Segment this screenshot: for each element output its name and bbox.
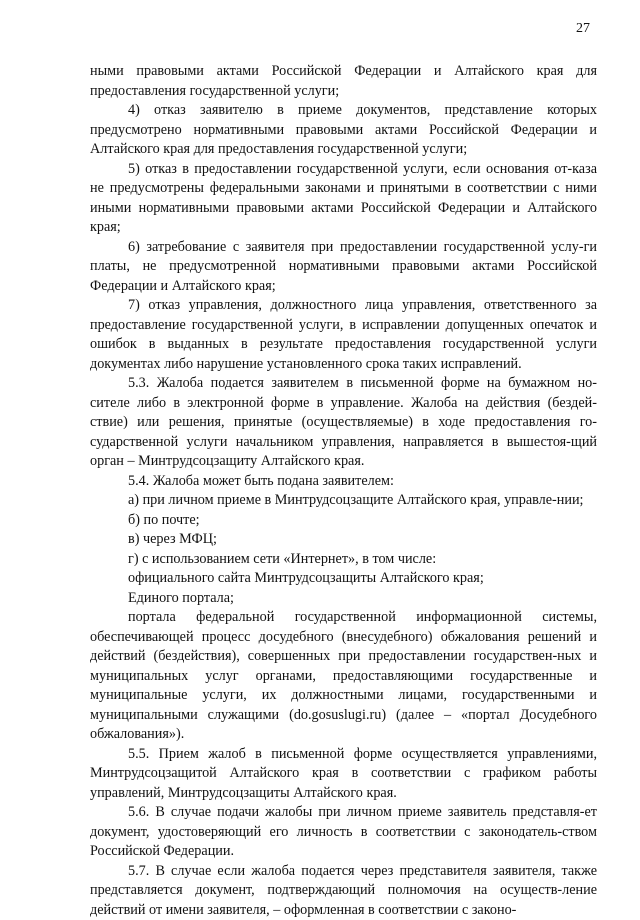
paragraph: а) при личном приеме в Минтрудсоцзащите Алтайского края, управле-нии; xyxy=(90,491,597,511)
paragraph: г) с использованием сети «Интернет», в том числе: xyxy=(90,550,597,570)
document-body xyxy=(90,62,597,920)
paragraph: 6) затребование с заявителя при предоставлении государственной услу-ги платы, не предусмотренной нормативными правовыми актами Российской Федерации и Алтайского края; xyxy=(90,238,597,297)
paragraph: 5.3. Жалоба подается заявителем в письменной форме на бумажном но-сителе либо в электронной форме в управление. Жалоба на действия (бездей-ствие) или решения, принятые (осуществляемые) в ходе предоставления го-сударственной услуги начальником управления, направляется в вышестоя-щий орган – Минтрудсоцзащиту Алтайского края. xyxy=(90,374,597,472)
paragraph: официального сайта Минтрудсоцзащиты Алтайского края; xyxy=(90,569,597,589)
paragraph: Единого портала; xyxy=(90,589,597,609)
paragraph: в) через МФЦ; xyxy=(90,530,597,550)
paragraph: 5.4. Жалоба может быть подана заявителем: xyxy=(90,472,597,492)
paragraph: 5.6. В случае подачи жалобы при личном приеме заявитель представля-ет документ, удостоверяющий его личность в соответствии с законодатель-ством Российской Федерации. xyxy=(90,803,597,862)
paragraph: б) по почте; xyxy=(90,511,597,531)
paragraph: ными правовыми актами Российской Федерации и Алтайского края для предоставления государственной услуги; xyxy=(90,62,597,101)
paragraph: портала федеральной государственной информационной системы, обеспечивающей процесс досудебного (внесудебного) обжалования решений и действий (бездействия), совершенных при предоставлении государствен-ных и муниципальных услуг органами, предоставляющими государственные и муниципальные услуги, их должностными лицами, государственными и муниципальными служащими (do.gosuslugi.ru) (далее – «портал Досудебного обжалования»). xyxy=(90,608,597,745)
paragraph: 5.5. Прием жалоб в письменной форме осуществляется управлениями, Минтрудсоцзащитой Алтайского края в соответствии с графиком работы управлений, Минтрудсоцзащиты Алтайского края. xyxy=(90,745,597,804)
page-number: 27 xyxy=(576,20,590,38)
paragraph: 5) отказ в предоставлении государственной услуги, если основания от-каза не предусмотрены федеральными законами и принятыми в соответствии с ними иными нормативными правовыми актами Российской Федерации и Алтайского края; xyxy=(90,160,597,238)
paragraph: 4) отказ заявителю в приеме документов, представление которых предусмотрено нормативными правовыми актами Российской Федерации и Алтайского края для предоставления государственной услуги; xyxy=(90,101,597,160)
paragraph: 7) отказ управления, должностного лица управления, ответственного за предоставление государственной услуги, в исправлении допущенных опечаток и ошибок в выданных в результате предоставления государственной услуги документах либо нарушение установленного срока таких исправлений. xyxy=(90,296,597,374)
paragraph: 5.7. В случае если жалоба подается через представителя заявителя, также представляется документ, подтверждающий полномочия на осуществ-ление действий от имени заявителя, – оформленная в соответствии с законо- xyxy=(90,862,597,920)
